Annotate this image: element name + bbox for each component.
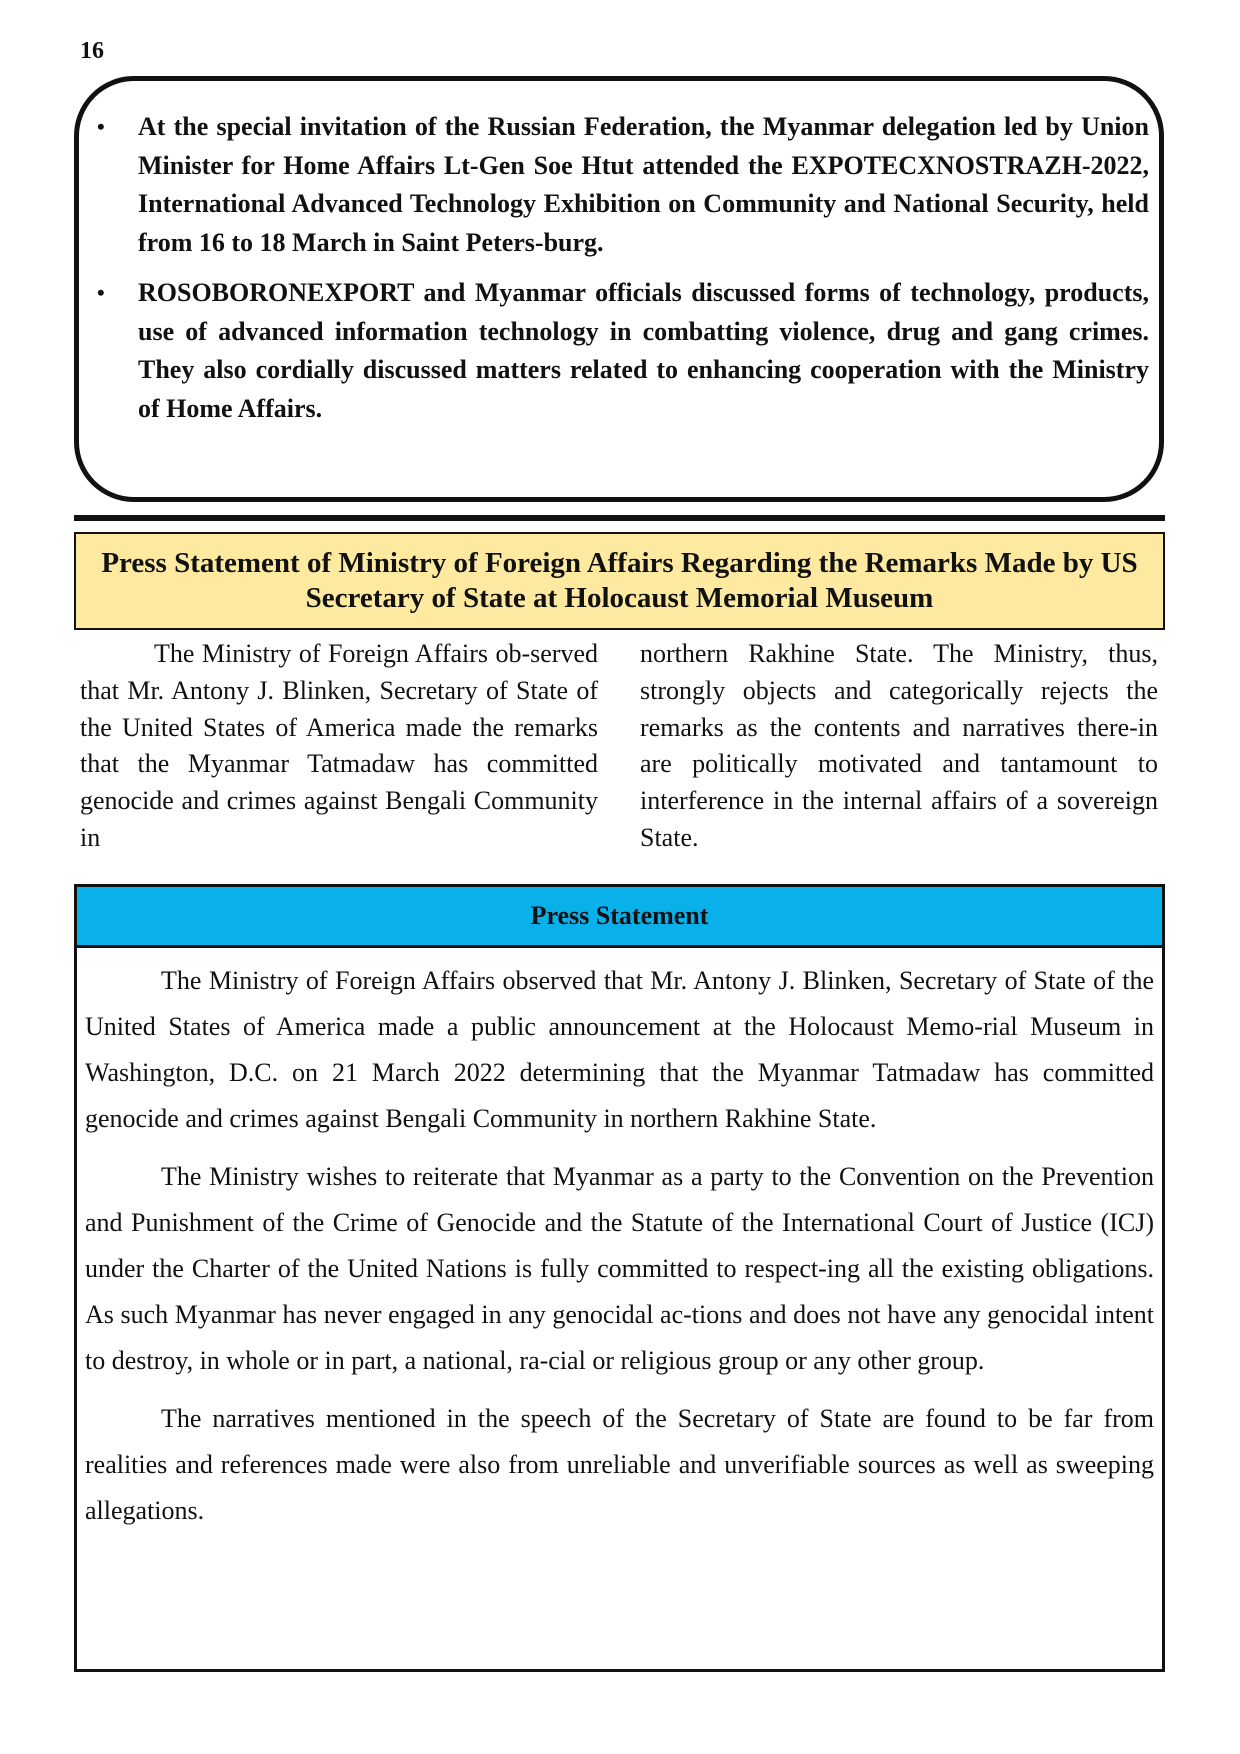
press-statement-box — [74, 884, 1165, 1672]
article-column-left: The Ministry of Foreign Affairs ob-served that Mr. Antony J. Blinken, Secretary of State of the United States of America made the remarks that the Myanmar Tatmadaw has committed genocide and crimes against Bengali Community in — [80, 639, 598, 852]
press-statement-heading — [77, 887, 1162, 948]
bullet-text: ROSOBORONEXPORT and Myanmar officials discussed forms of technology, products, use of advanced information technology in combatting violence, drug and gang crimes. They also cordially discussed matters related to enhancing cooperation with the Ministry of Home Affairs. — [138, 278, 1149, 423]
bullet-icon: • — [97, 114, 105, 139]
highlights-list — [97, 108, 1149, 440]
bullet-item — [97, 108, 1149, 262]
press-paragraph: The narratives mentioned in the speech of the Secretary of State are found to be far from realities and references made were also from unreliable and unverifiable sources as well as sweeping allegations. — [85, 1404, 1154, 1525]
press-paragraph: The Ministry of Foreign Affairs observed that Mr. Antony J. Blinken, Secretary of State of the United States of America made a public announcement at the Holocaust Memo-rial Museum in Washington, D.C. on 21 March 2022 determining that the Myanmar Tatmadaw has committed genocide and crimes against Bengali Community in northern Rakhine State. — [85, 966, 1154, 1133]
bullet-text: At the special invitation of the Russian Federation, the Myanmar delegation led by Union Minister for Home Affairs Lt-Gen Soe Htut attended the EXPOTECXNOSTRAZH-2022, International Advanced Technology Exhibition on Community and National Security, held from 16 to 18 March in Saint Peters-burg. — [138, 112, 1149, 257]
article-title-text: Press Statement of Ministry of Foreign Affairs Regarding the Remarks Made by US Secretary of State at Holocaust Memorial Museum — [101, 547, 1138, 614]
section-divider — [74, 515, 1165, 521]
press-paragraph: The Ministry wishes to reiterate that Myanmar as a party to the Convention on the Prevention and Punishment of the Crime of Genocide and the Statute of the International Court of Justice (ICJ) under the Charter of the United Nations is fully committed to respect-ing all the existing obligations. As such Myanmar has never engaged in any genocidal ac-tions and does not have any genocidal intent to destroy, in whole or in part, a national, ra-cial or religious group or any other group. — [85, 1162, 1154, 1375]
press-statement-heading-text: Press Statement — [530, 901, 709, 930]
article-columns — [80, 636, 1158, 857]
article-title — [74, 532, 1165, 630]
press-statement-body — [77, 948, 1162, 1534]
bullet-icon: • — [97, 280, 105, 305]
page-number: 16 — [80, 38, 104, 64]
bullet-item — [97, 274, 1149, 428]
article-column-right: northern Rakhine State. The Ministry, thus, strongly objects and categorically rejects the remarks as the contents and narratives there-in are politically motivated and tantamount to interference in the internal affairs of a sovereign State. — [640, 639, 1158, 852]
